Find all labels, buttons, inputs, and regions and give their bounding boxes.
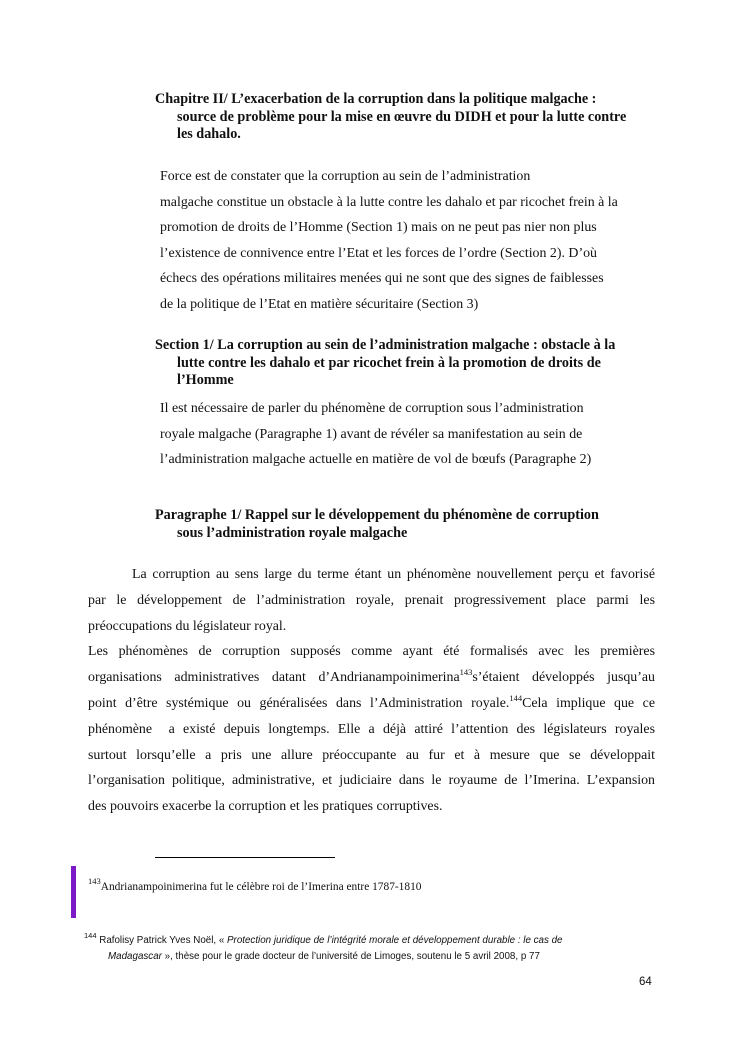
section-intro-line: royale malgache (Paragraphe 1) avant de révéler sa manifestation au sein de: [160, 426, 583, 442]
footnote-text: Rafolisy Patrick Yves Noël, «: [96, 935, 228, 946]
intro-line: malgache constitue un obstacle à la lutte contre les dahalo et par ricochet frein à la: [160, 194, 618, 210]
body-text-segment: organisations administratives datant d’Andrianampoinimerina: [88, 670, 460, 686]
body-text: [88, 562, 655, 820]
intro-line: promotion de droits de l’Homme (Section 1) mais on ne peut pas nier non plus: [160, 220, 597, 236]
intro-line: Force est de constater que la corruption au sein de l’administration: [160, 169, 531, 184]
section1-heading-line3: l’Homme: [177, 372, 234, 388]
footnote-title: Protection juridique de l’intégrité morale et développement durable : le cas de: [227, 935, 563, 946]
body-text-segment: Cela implique que ce: [522, 695, 655, 711]
body-text-segment: s’étaient développés jusqu’au: [472, 670, 655, 686]
body-line: La corruption au sens large du terme étant un phénomène nouvellement perçu et favorisé: [132, 567, 655, 582]
footnote-text: », thèse pour le grade docteur de l’université de Limoges, soutenu le 5 avril 2008, p 77: [161, 950, 540, 962]
section1-heading-line2: lutte contre les dahalo et par ricochet frein à la promotion de droits de: [177, 354, 601, 371]
section-intro-line: Il est nécessaire de parler du phénomène de corruption sous l’administration: [160, 401, 584, 416]
chapter-heading: [155, 91, 675, 144]
section-intro: [160, 396, 591, 473]
footnote-separator: [155, 857, 335, 858]
body-line: l’organisation politique, administrative, et judiciaire dans le royaume de l’Imerina. L’expansion: [88, 773, 655, 789]
footnote-number: 144: [84, 931, 97, 940]
body-line: [88, 691, 655, 717]
chapter-intro: [160, 164, 618, 318]
body-line: préoccupations du législateur royal.: [88, 618, 287, 634]
body-line: Les phénomènes de corruption supposés comme ayant été formalisés avec les premières: [88, 644, 655, 660]
footnote-title: Madagascar: [108, 950, 162, 962]
body-line: surtout lorsqu’elle a pris une allure préoccupante au fur et à mesure que se développait: [88, 747, 655, 763]
chapter-heading-line2: source de problème pour la mise en œuvre du DIDH et pour la lutte contre: [177, 108, 627, 125]
body-line: phénomène a existé depuis longtemps. Elle a déjà attiré l’attention des législateurs royales: [88, 721, 655, 737]
paragraph1-heading: [155, 507, 675, 542]
section1-heading: [155, 337, 675, 390]
paragraph1-heading-line2: sous l’administration royale malgache: [177, 524, 408, 541]
footnote-number: 143: [88, 876, 101, 886]
margin-marker-bar: [71, 866, 76, 918]
paragraph1-heading-line1: Paragraphe 1/ Rappel sur le développement du phénomène de corruption: [155, 507, 599, 523]
section1-heading-line1: Section 1/ La corruption au sein de l’administration malgache : obstacle à la: [155, 337, 616, 353]
chapter-heading-line3: les dahalo.: [177, 126, 241, 142]
footnote-143: [88, 876, 422, 893]
body-line: des pouvoirs exacerbe la corruption et les pratiques corruptives.: [88, 799, 443, 815]
page-number: 64: [639, 976, 652, 988]
footnote-text: Andrianampoinimerina fut le célèbre roi de l’Imerina entre 1787-1810: [100, 881, 422, 893]
section-intro-line: l’administration malgache actuelle en matière de vol de bœufs (Paragraphe 2): [160, 452, 592, 468]
intro-line: l’existence de connivence entre l’Etat et les forces de l’ordre (Section 2). D’où: [160, 245, 597, 261]
chapter-heading-line1: Chapitre II/ L’exacerbation de la corruption dans la politique malgache :: [155, 91, 597, 107]
footnote-ref-144[interactable]: 144: [509, 692, 523, 703]
body-line: par le développement de l’administration royale, prenait progressivement place parmi les: [88, 592, 655, 608]
footnote-144: [84, 933, 659, 964]
footnote-ref-143[interactable]: 143: [459, 667, 473, 678]
body-line: [88, 665, 655, 691]
body-text-segment: point d’être systémique ou généralisées dans l’Administration royale.: [88, 695, 510, 711]
intro-line: échecs des opérations militaires menées qui ne sont que des signes de faiblesses: [160, 271, 604, 287]
intro-line: de la politique de l’Etat en matière sécuritaire (Section 3): [160, 296, 479, 312]
